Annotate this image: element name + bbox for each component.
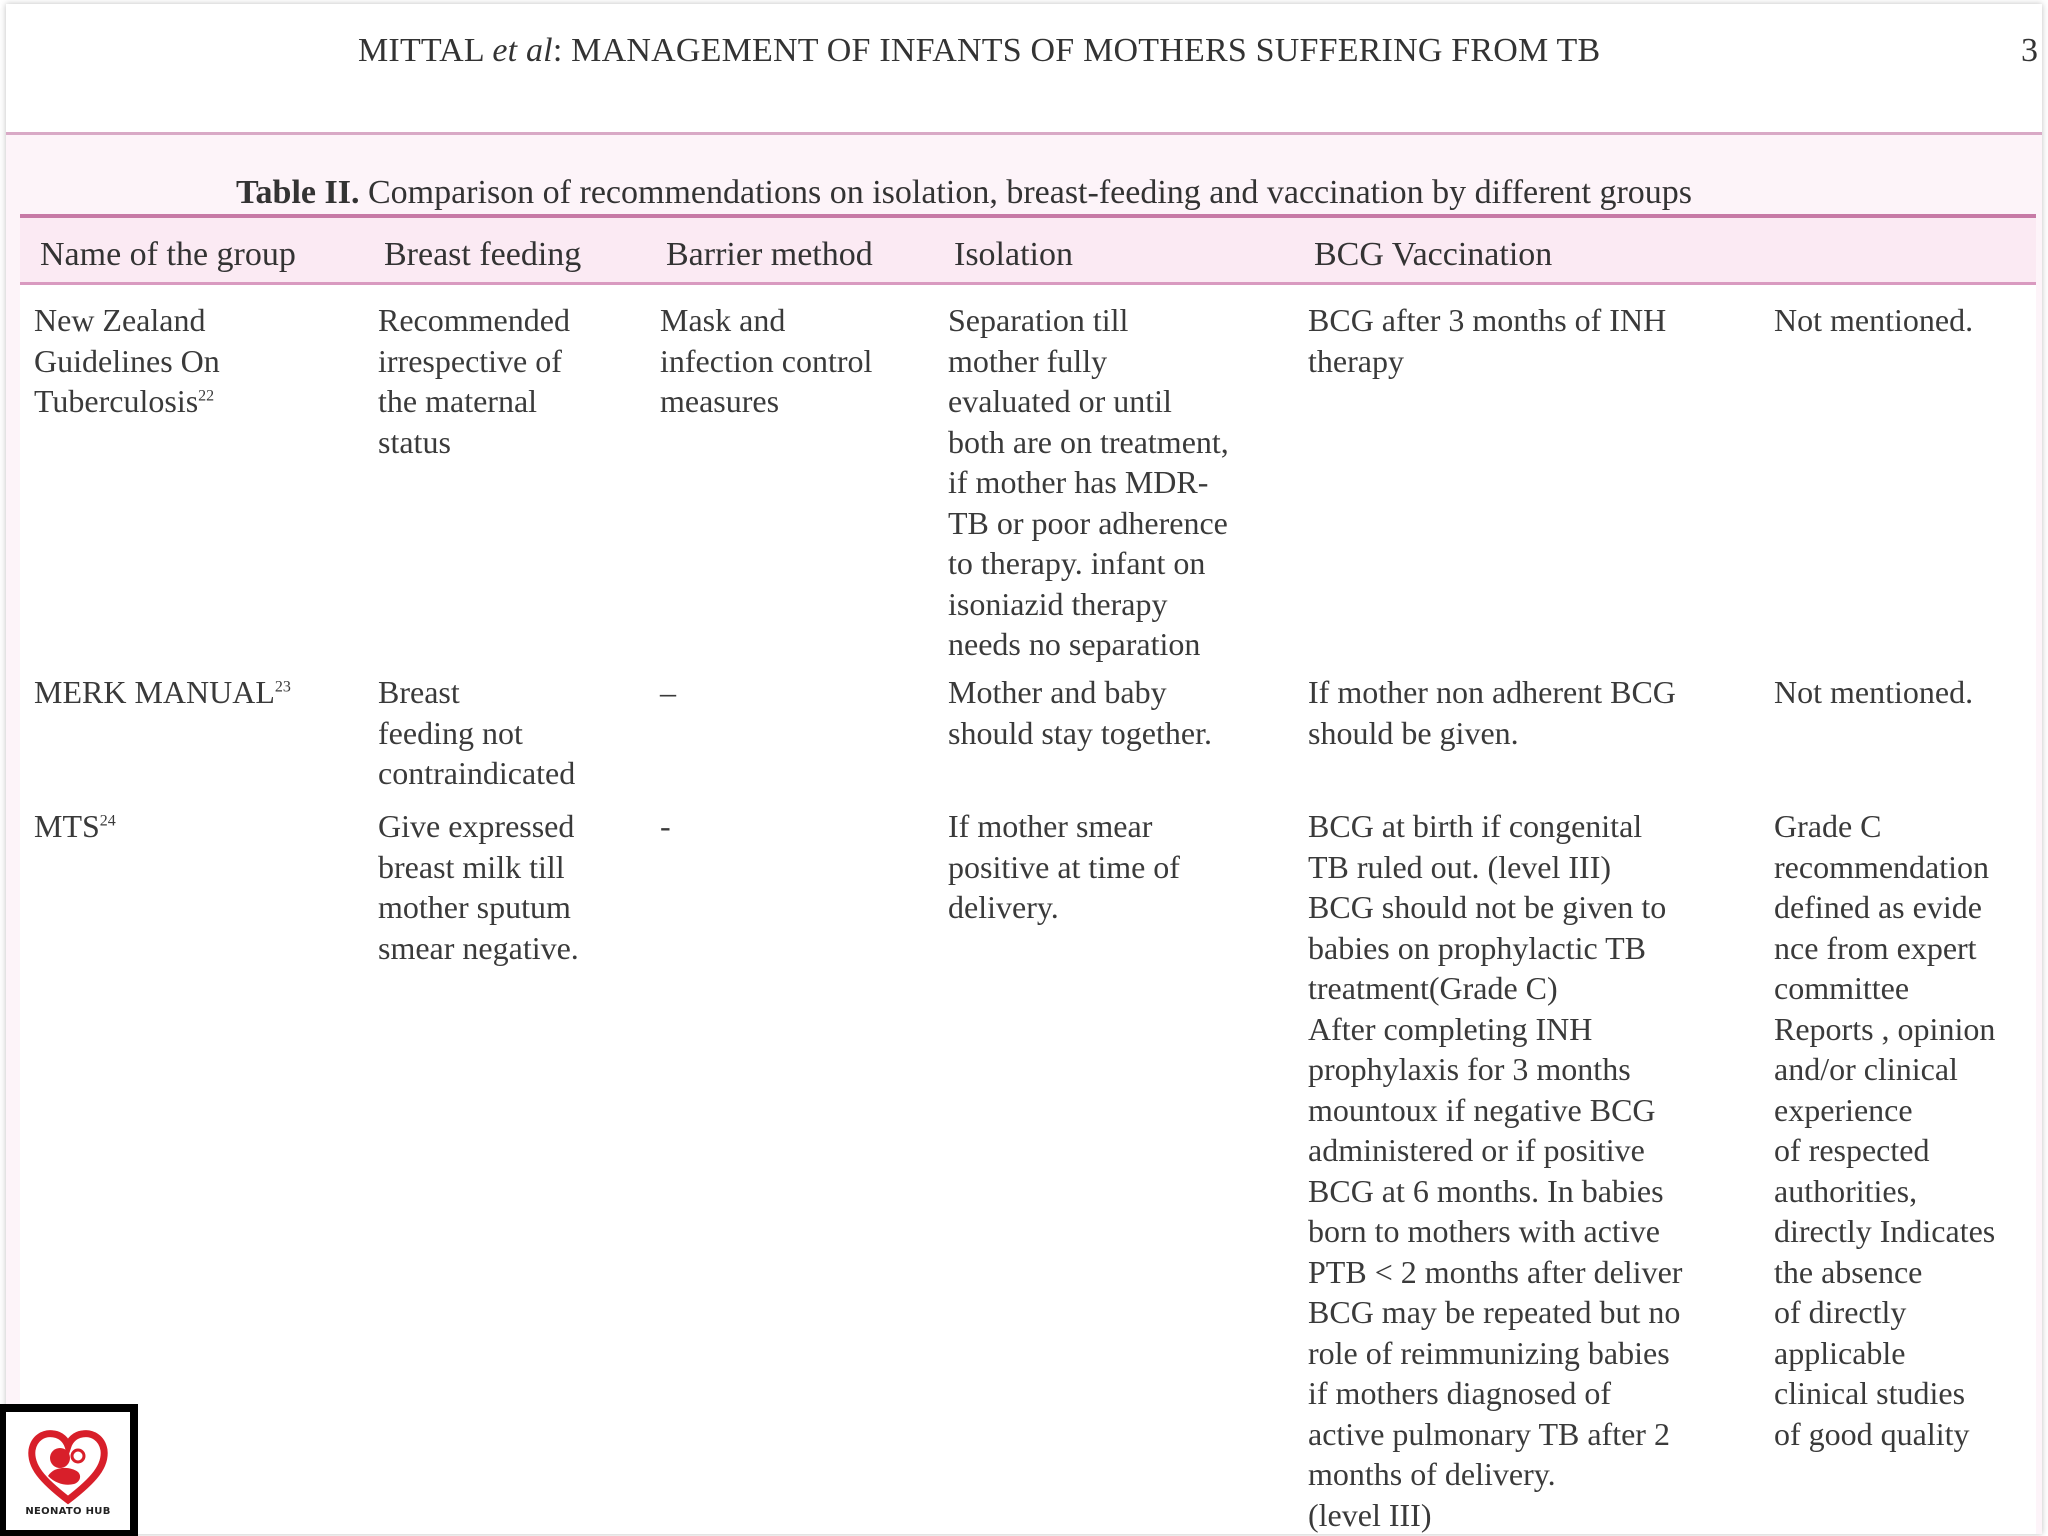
row2-breast-feeding: Breast feeding not contraindicated bbox=[378, 674, 576, 791]
group-name: MTS bbox=[34, 808, 100, 844]
table-caption bbox=[236, 174, 1692, 212]
page-number: 3 bbox=[2021, 32, 2038, 69]
row3-barrier-method: - bbox=[660, 808, 671, 844]
group-name: MERK MANUAL bbox=[34, 674, 275, 710]
row2-group bbox=[34, 672, 291, 713]
row3-grade: Grade C recommendation defined as evide nce from expert committee Reports , opinion and/or clinical experience of respected authorities, directly Indicates the absence of directly applicable clinical studies of good quality bbox=[1774, 808, 1996, 1452]
row2-grade: Not mentioned. bbox=[1774, 674, 1974, 710]
row1-barrier-method: Mask and infection control measures bbox=[660, 302, 873, 419]
reference-number: 22 bbox=[198, 387, 215, 405]
table-header-row bbox=[20, 218, 2036, 282]
header-barrier-method: Barrier method bbox=[666, 236, 873, 273]
row1-isolation: Separation till mother fully evaluated or until both are on treatment, if mother has MDR- TB or poor adherence to therapy. infant on isoniazid therapy needs no separation bbox=[948, 302, 1229, 662]
header-isolation: Isolation bbox=[954, 236, 1073, 273]
header-group: Name of the group bbox=[40, 236, 296, 273]
running-head-title bbox=[358, 32, 1600, 70]
reference-number: 24 bbox=[99, 812, 116, 830]
row1-group bbox=[34, 300, 220, 422]
neonato-hub-logo bbox=[0, 1404, 138, 1536]
row3-isolation: If mother smear positive at time of delivery. bbox=[948, 808, 1180, 925]
article-title: : MANAGEMENT OF INFANTS OF MOTHERS SUFFERING FROM TB bbox=[552, 32, 1601, 69]
header-breast-feeding: Breast feeding bbox=[384, 236, 582, 273]
reference-number: 23 bbox=[274, 678, 291, 696]
row3-bcg: BCG at birth if congenital TB ruled out. (level III) BCG should not be given to babies on prophylactic TB treatment(Grade C) After completing INH prophylaxis for 3 months mountoux if negative BCG administered or if positive BCG at 6 months. In babies born to mothers with active PTB < 2 months after deliver BCG may be repeated but no role of reimmunizing babies if mothers diagnosed of active pulmonary TB after 2 months of delivery. (level III) bbox=[1308, 808, 1683, 1533]
heart-baby-icon bbox=[26, 1426, 110, 1506]
table-label: Table II. bbox=[236, 174, 360, 211]
row2-barrier-method: – bbox=[660, 674, 676, 710]
row3-breast-feeding: Give expressed breast milk till mother sputum smear negative. bbox=[378, 808, 579, 966]
row1-bcg: BCG after 3 months of INH therapy bbox=[1308, 302, 1667, 379]
table-caption-text: Comparison of recommendations on isolation, breast-feeding and vaccination by different groups bbox=[359, 174, 1693, 211]
row2-isolation: Mother and baby should stay together. bbox=[948, 674, 1212, 751]
row2-bcg: If mother non adherent BCG should be given. bbox=[1308, 674, 1676, 751]
group-name: New Zealand Guidelines On Tuberculosis bbox=[34, 302, 220, 419]
et-al: et al bbox=[492, 32, 553, 69]
header-bcg-vaccination: BCG Vaccination bbox=[1314, 236, 1553, 273]
running-head bbox=[6, 4, 2042, 135]
row1-grade: Not mentioned. bbox=[1774, 302, 1974, 338]
table-top-rule bbox=[20, 214, 2036, 218]
row1-breast-feeding: Recommended irrespective of the maternal status bbox=[378, 302, 570, 460]
logo-frame bbox=[6, 1412, 130, 1530]
table-header-rule bbox=[20, 282, 2036, 285]
slide bbox=[6, 4, 2042, 1534]
row3-group bbox=[34, 806, 116, 847]
author-name: MITTAL bbox=[358, 32, 484, 69]
logo-text: NEONATO HUB bbox=[25, 1506, 111, 1517]
recommendations-table bbox=[20, 218, 2036, 1534]
